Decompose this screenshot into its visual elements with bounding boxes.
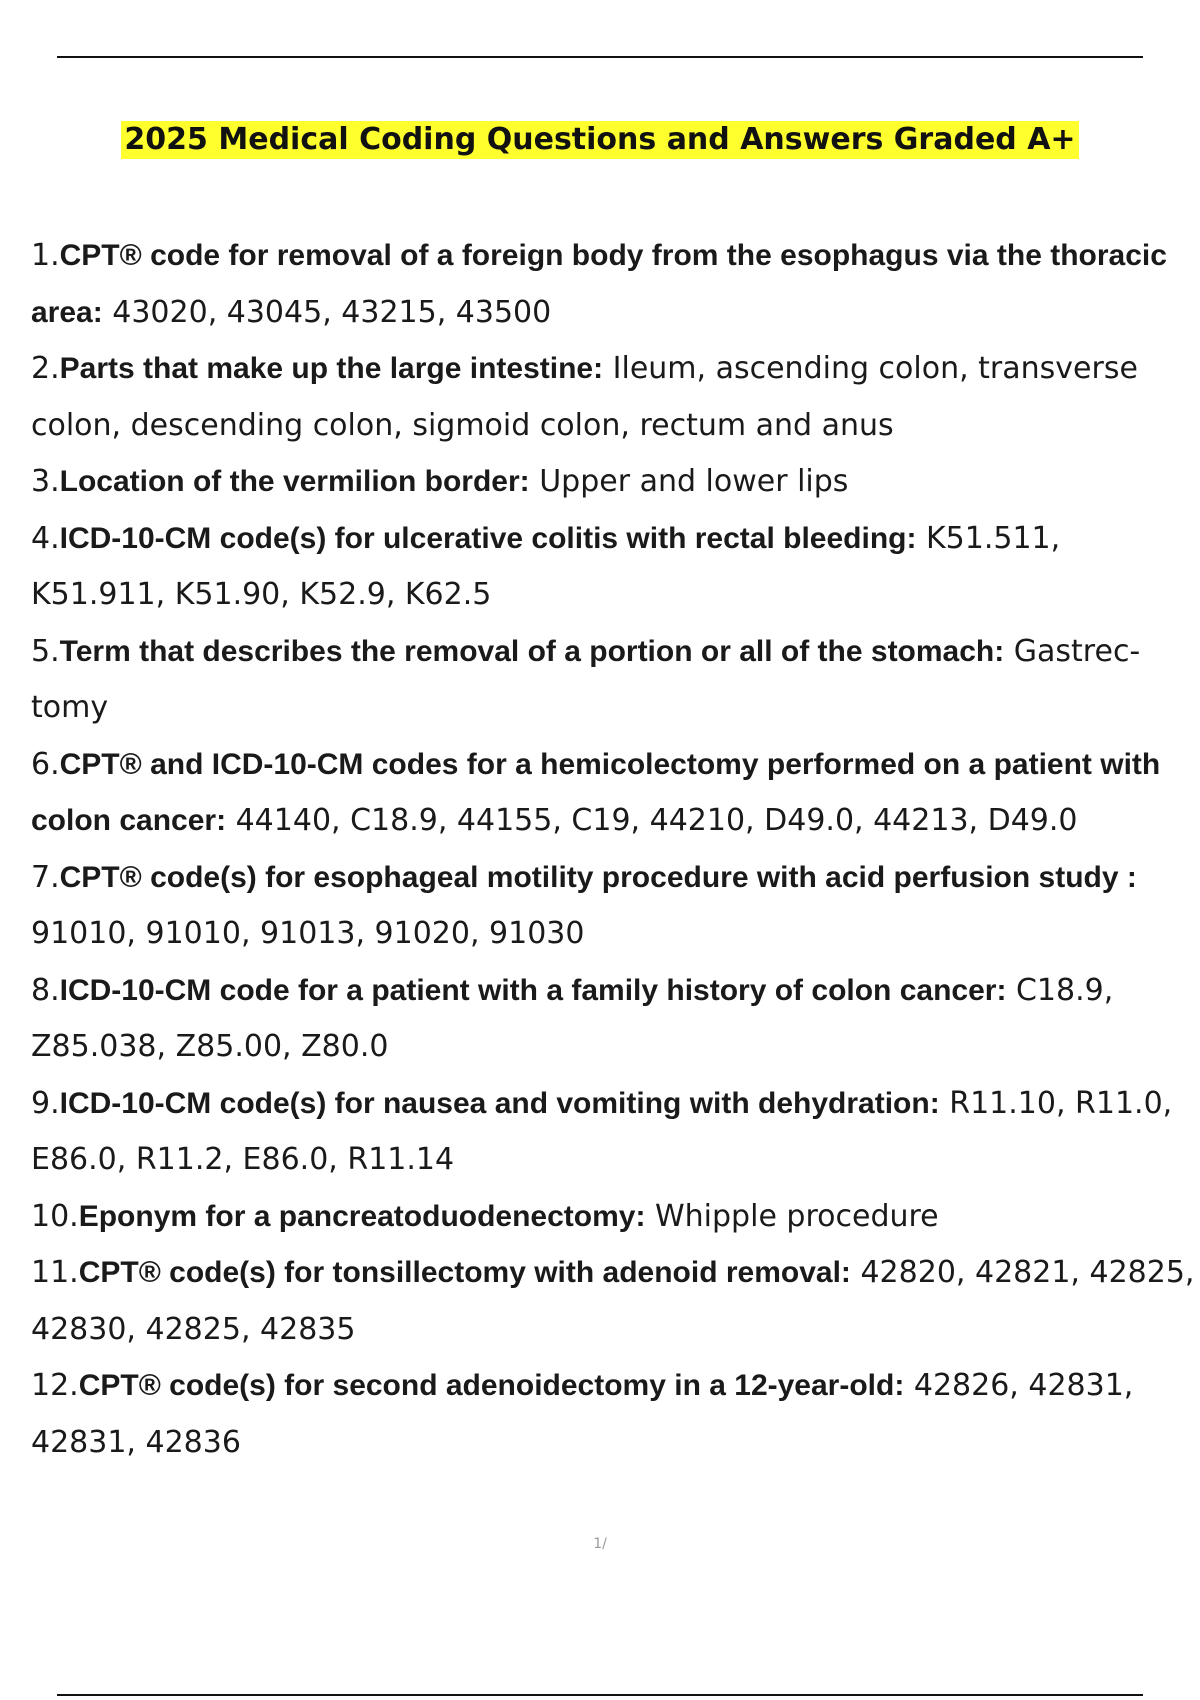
answer-text: 91010, 91010, 91013, 91020, 91030 [31,916,585,951]
question-text: CPT® code(s) for tonsillectomy with adenoid removal: [78,1256,851,1289]
question-text: Parts that make up the large intestine: [59,352,604,385]
question-item-12 [31,1358,1196,1471]
question-number: 1. [31,238,60,273]
question-text: Location of the vermilion border: [59,465,530,498]
question-number: 6. [31,746,60,782]
question-text: CPT® code(s) for second adenoidectomy in a 12-year-old: [78,1369,905,1402]
top-rule [57,56,1143,58]
question-item-6 [31,737,1196,850]
question-item-9 [31,1076,1196,1189]
question-number: 7. [31,859,60,895]
answer-text: Whipple procedure [645,1198,939,1234]
question-text: Eponym for a pancreatoduodenectomy: [78,1199,646,1233]
answer-text: 43020, 43045, 43215, 43500 [102,294,552,330]
question-number: 10. [31,1198,79,1234]
page-number-mark: 1/ [593,1536,607,1552]
question-text: CPT® code(s) for esophageal motility procedure with acid perfusion study : [59,860,1137,894]
document-title: 2025 Medical Coding Questions and Answers Graded A+ [121,121,1078,159]
question-number: 3. [31,464,60,499]
answer-text: R11.10, R11.0, E86.0, R11.2, E86.0, R11.14 [31,1085,1173,1177]
question-item-5 [31,624,1196,737]
question-number: 4. [31,520,60,556]
answer-text: Gastrec- tomy [31,633,1141,725]
question-item-2 [31,341,1196,454]
question-text: Term that describes the removal of a portion or all of the stomach: [59,634,1005,668]
question-number: 5. [31,633,60,669]
question-number: 11. [31,1255,79,1290]
answer-text: 42826, 42831, 42831, 42836 [31,1368,1134,1460]
question-item-8 [31,963,1196,1076]
question-text: ICD-10-CM code(s) for nausea and vomiting with dehydration: [59,1086,940,1120]
question-number: 8. [31,972,60,1008]
answer-text: 44140, C18.9, 44155, C19, 44210, D49.0, 44213, D49.0 [226,803,1078,838]
question-text: ICD-10-CM code(s) for ulcerative colitis with rectal bleeding: [59,521,917,555]
question-item-7 [31,850,1196,963]
question-text: CPT® and ICD-10-CM codes for a hemicolectomy performed on a patient with colon cancer: [31,747,1161,837]
question-item-3 [31,454,1196,511]
question-text: ICD-10-CM code for a patient with a family history of colon cancer: [59,973,1007,1007]
question-number: 2. [31,351,60,386]
question-item-10 [31,1189,1196,1246]
question-item-4 [31,511,1196,624]
question-item-11 [31,1245,1196,1358]
answer-text: Ileum, ascending colon, transverse colon, descending colon, sigmoid colon, rectum and anus [31,351,1138,443]
bottom-rule [57,1694,1143,1696]
question-item-1 [31,228,1196,341]
title-container [0,121,1200,159]
question-number: 12. [31,1368,79,1403]
answer-text: C18.9, Z85.038, Z85.00, Z80.0 [31,972,1114,1064]
answer-text: Upper and lower lips [529,464,849,499]
question-list [31,228,1196,1471]
answer-text: K51.511, K51.911, K51.90, K52.9, K62.5 [31,520,1061,612]
question-text: CPT® code for removal of a foreign body from the esophagus via the thoracic area: [31,239,1167,329]
question-number: 9. [31,1085,60,1121]
answer-text: 42820, 42821, 42825, 42830, 42825, 42835 [31,1255,1195,1347]
